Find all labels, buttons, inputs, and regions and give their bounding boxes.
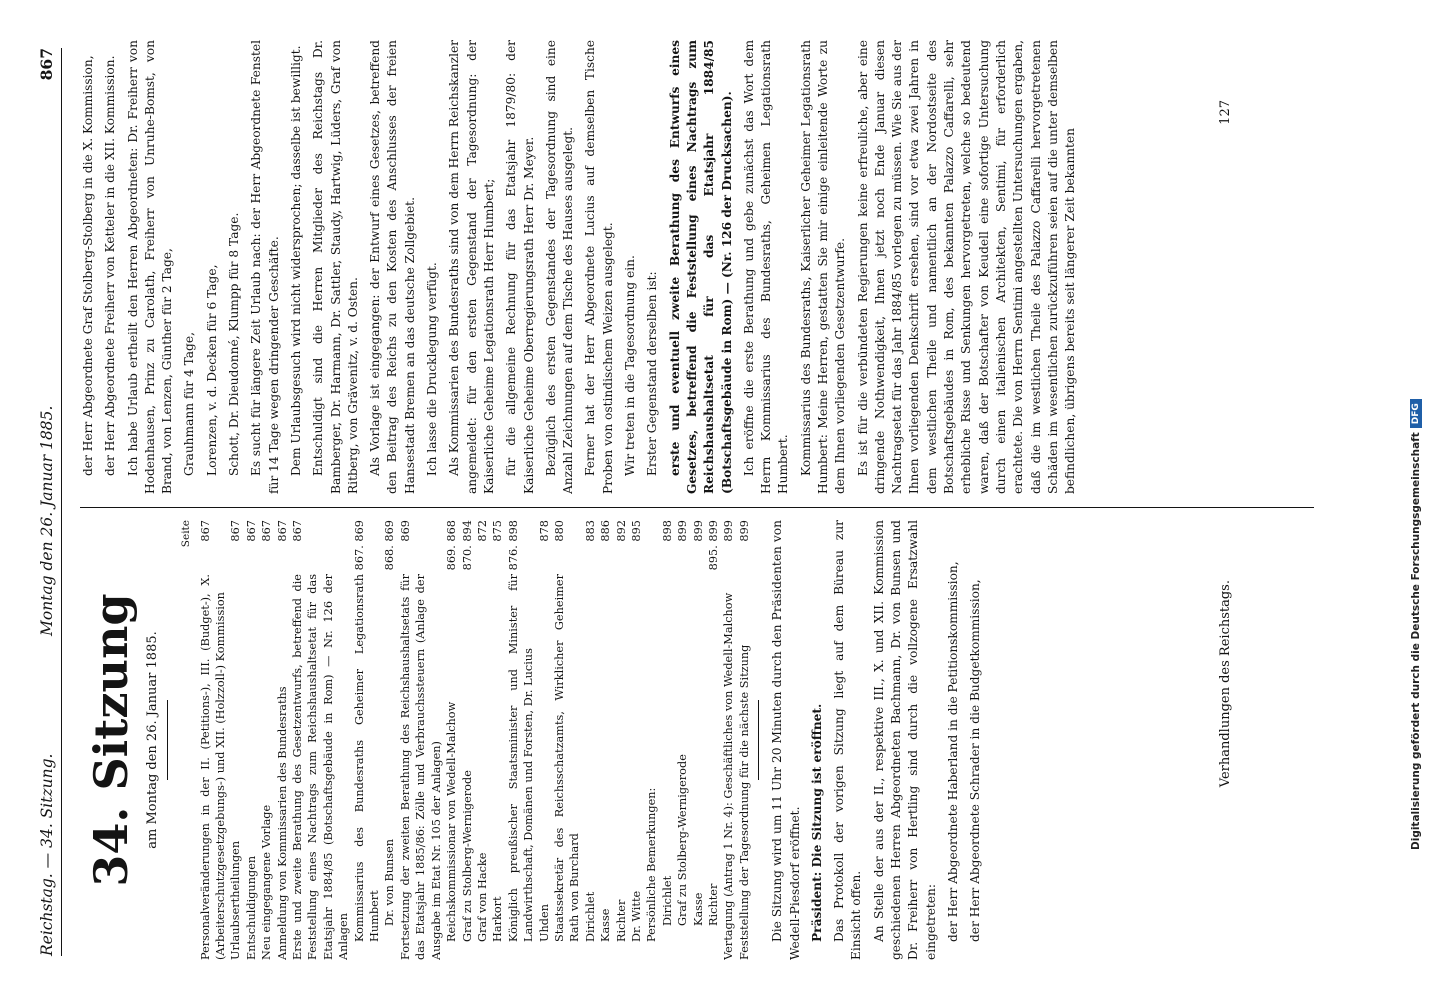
title-rule <box>167 700 168 780</box>
toc-entry-text: Graf zu Stolberg-Wernigerode <box>460 770 474 942</box>
toc-row <box>691 520 706 960</box>
toc-entry-page: 895 <box>629 520 643 542</box>
paragraph: Lorenzen, v. d. Decken für 6 Tage, <box>204 264 219 476</box>
toc-row <box>614 520 629 960</box>
toc-entry-text: Richter <box>707 883 720 926</box>
toc-row <box>475 520 490 960</box>
paragraph: Ich habe Urlaub ertheilt den Herren Abgeordneten: Dr. Freiherr von Hodenhausen, Prinz zu Carolath, Freiherr von Unruhe-Bomst, von Brand, von Lenzen, Günther für 2 Tage, <box>125 40 175 494</box>
toc-entry-page: 867 <box>198 520 212 542</box>
toc-entry-page: 898 <box>660 520 674 542</box>
toc-row <box>352 520 383 960</box>
toc-entry-page: 899 <box>676 520 690 542</box>
digitization-note <box>1404 50 1428 850</box>
toc-entry-text: Erste und zweite Berathung des Gesetzentwurfs, betreffend die Feststellung eines Nachtrags zum Reichshaushaltsetat für das Etatsjahr 1884/85 (Botschaftsgebäude in Rom) — Nr. 126 der Anlagen <box>291 574 351 960</box>
toc-end-rule <box>758 700 759 780</box>
toc-seite-label: Seite <box>180 520 193 548</box>
session-date: am Montag den 26. Januar 1885. <box>145 631 160 849</box>
paragraph: Das Protokoll der vorigen Sitzung liegt auf dem Büreau zur Einsicht offen. <box>832 520 864 960</box>
toc-row <box>675 520 690 960</box>
toc-row <box>644 520 659 960</box>
toc-entry-page: 876. 898 <box>506 520 520 571</box>
left-body-text <box>769 520 984 960</box>
paragraph: Dem Urlaubsgesuch wird nicht widersprochen; dasselbe ist bewilligt. <box>288 45 303 476</box>
toc-entry-page: 869 <box>398 520 412 542</box>
toc-entry-text: Reichskommissionar von Wedell-Malchow <box>445 701 459 942</box>
paragraph: Als Kommissarien des Bundesraths sind von dem Herrn Reichskanzler angemeldet: für den ersten Gegenstand der Tagesordnung: der Kaiserliche Geheime Legationsrath Herr Humbert; <box>447 40 496 494</box>
toc-entry-text: Persönliche Bemerkungen: <box>645 787 659 942</box>
toc-entry-text: Dirichlet <box>660 875 674 926</box>
right-body-text <box>80 40 1079 494</box>
toc-entry-text: Graf von Hacke <box>475 852 489 942</box>
paragraph: für die allgemeine Rechnung für das Etatsjahr 1879/80: der Kaiserliche Geheime Oberregierungsrath Herr Dr. Meyer. <box>504 40 536 494</box>
toc-entry-text: Dr. von Bunsen <box>383 838 397 926</box>
toc-entry-text: Uhden <box>537 904 551 942</box>
paragraph: Grauhmann für 4 Tage, <box>182 332 197 476</box>
toc-entry-page: 867 <box>260 520 274 542</box>
toc-entry-page: 886 <box>599 520 613 542</box>
toc-entry-page: 878 <box>537 520 551 542</box>
paragraph: Ich eröffne die erste Berathung und gebe zunächst das Wort dem Herrn Kommissarius des Bundesraths, Geheimen Legationsrath Humbert. <box>741 40 791 494</box>
toc-entry-page: 892 <box>614 520 628 542</box>
column-divider <box>80 507 1314 508</box>
toc-entry-page: 883 <box>583 520 597 542</box>
toc-row <box>506 520 537 960</box>
toc-entry-page: 867 <box>244 520 258 542</box>
running-head-left: Reichstag. — 34. Sitzung. <box>38 753 56 956</box>
toc-entry-page: 867. 869 <box>352 520 366 571</box>
left-footer: Verhandlungen des Reichstags. <box>1217 580 1233 788</box>
paragraph: Entschuldigt sind die Herren Mitglieder des Reichstags Dr. Bamberger, Dr. Harmann, Dr. Sattler, Staudy, Hartwig, Lüders, Graf von Ritberg, von Grävenitz, v. d. Osten. <box>311 40 360 494</box>
toc-entry-page: 867 <box>229 520 243 542</box>
right-column <box>80 40 1314 494</box>
toc-entry-text: Kasse <box>599 908 613 942</box>
toc-row <box>537 520 552 960</box>
toc-row <box>629 520 644 960</box>
paragraph: der Herr Abgeordnete Schrader in die Budgetkommission, <box>968 579 983 942</box>
paragraph: Es ist für die verbündeten Regierungen keine erfreuliche, aber eine dringende Nothwendigkeit, Ihnen jetzt noch Ende Januar diesen Nachtragsetat für das Jahr 1884/85 vorlegen zu müssen. Wie Sie aus der Ihnen vorliegenden Denkschrift ersehen, sind vor etwa zwei Jahren in dem westlichen Theile und namentlich an der Nordostseite des Botschaftsgebäudes in Rom, des bekannten Palazzo Caffarelli, sehr erhebliche Risse und Senkungen hervorgetreten, welche so bedeutend waren, daß der Botschafter von Keudell eine sofortige Untersuchung durch einen italienischen Architekten, Sentimi, für erforderlich erachtete. Die von Herrn Sentimi angestellten Untersuchungen ergaben, daß die im westlichen Theile des Palazzo Caffarelli hervorgetretenen Schäden im wesentlichen zurückzuführen seien auf die unter demselben befindlichen, übrigens bereits seit längerer Zeit bekannten <box>855 40 1078 494</box>
paragraph: Ich lasse die Drucklegung verfügt. <box>425 262 440 476</box>
toc-row <box>706 520 721 960</box>
paragraph: Schott, Dr. Dieudonné, Klumpp für 8 Tage. <box>227 212 242 476</box>
toc-entry-text: Dr. Witte <box>629 890 643 942</box>
toc-row <box>398 520 444 960</box>
toc-entry-text: Staatssekretär des Reichsschatzamts, Wirklicher Geheimer Rath von Burchard <box>552 574 582 942</box>
toc-row <box>382 520 397 960</box>
paragraph: der Herr Abgeordnete Freiherr von Ketteler in die XII. Kommission. <box>103 55 118 476</box>
toc-row <box>244 520 259 960</box>
toc-entry-page: 872 <box>475 520 489 542</box>
paragraph: Wir treten in die Tagesordnung ein. <box>623 255 638 476</box>
toc-row <box>490 520 505 960</box>
toc-entry-page: 899 <box>722 520 736 542</box>
toc-row <box>290 520 352 960</box>
session-title: 34. Sitzung <box>84 593 138 887</box>
toc-row <box>228 520 243 960</box>
toc-row <box>660 520 675 960</box>
digitization-text: Digitalisierung gefördert durch die Deutsche Forschungsgemeinschaft <box>1410 432 1422 850</box>
toc-entry-text: Personalveränderungen in der II. (Petitions-), III. (Budget-), X. (Arbeiterschutzgesetzgebungs-) und XII. (Holzzoll-) Kommission <box>198 574 227 960</box>
toc-entry-text: Fortsetzung der zweiten Berathung des Reichshaushaltsetats für das Etatsjahr 1885/86: Zölle und Verbrauchssteuern (Anlage der Ausgabe im Etat Nr. 105 der Anlagen) <box>398 574 443 960</box>
toc-row <box>444 520 459 960</box>
toc-entry-page: 899 <box>737 520 751 542</box>
dfg-logo: DFG <box>1410 399 1422 428</box>
toc-entry-page: 867 <box>275 520 289 542</box>
toc-entry-page: 880 <box>552 520 566 542</box>
toc-entry-page: 869. 868 <box>445 520 459 571</box>
paragraph: Bezüglich des ersten Gegenstandes der Tagesordnung sind eine Anzahl Zeichnungen auf dem Tische des Hauses ausgelegt. <box>543 40 576 494</box>
right-footer-signature: 127 <box>1217 100 1233 125</box>
paragraph: Es sucht für längere Zeit Urlaub nach: der Herr Abgeordnete Fenstel für 14 Tage wegen dringender Geschäfte. <box>249 40 281 494</box>
paragraph: Erster Gegenstand derselben ist: <box>645 271 660 476</box>
toc-entry-page: 867 <box>291 520 305 542</box>
toc-row <box>198 520 229 960</box>
left-column <box>80 520 1314 960</box>
toc-entry-page <box>644 520 659 574</box>
toc-row <box>598 520 613 960</box>
toc-entry-page: 895. 899 <box>707 520 720 571</box>
toc-entry-page: 899 <box>691 520 705 542</box>
toc-row <box>721 520 736 960</box>
toc-entry-text: Entschuldigungen <box>244 855 258 960</box>
paragraph: Kommissarius des Bundesraths, Kaiserlicher Geheimer Legationsrath Humbert: Meine Herren, gestatten Sie mir einige einleitende Worte zu dem Ihnen vorliegenden Gesetzentwurfe. <box>798 40 848 494</box>
toc-entry-text: Kasse <box>691 892 705 926</box>
paragraph: der Herr Abgeordnete Graf Stolberg-Stolberg in die X. Kommission, <box>81 55 95 476</box>
toc-entry-text: Feststellung der Tagesordnung für die nächste Sitzung <box>737 644 751 960</box>
paragraph: Präsident: Die Sitzung ist eröffnet. <box>809 703 824 942</box>
toc-entry-text: Neu eingegangene Vorlage <box>260 804 274 960</box>
paragraph: erste und eventuell zweite Berathung des Entwurfs eines Gesetzes, betreffend die Feststellung eines Nachtrags zum Reichshaushaltsetat für das Etatsjahr 1884/85 (Botschaftsgebäude in Rom) — (Nr. 126 der Drucksachen). <box>667 40 734 494</box>
toc-entry-text: Anmeldung von Kommissarien des Bundesraths <box>275 686 289 960</box>
toc-row <box>737 520 752 960</box>
toc-entry-text: Urlaubsertheilungen <box>229 840 243 960</box>
running-head-center: Montag den 26. Januar 1885. <box>38 405 56 636</box>
toc-row <box>275 520 290 960</box>
toc-entry-text: Graf zu Stolberg-Wernigerode <box>676 754 690 926</box>
page-number: 867 <box>37 48 56 81</box>
toc-entry-text: Harkort <box>491 896 505 942</box>
toc-row <box>583 520 598 960</box>
header-rule <box>61 48 62 956</box>
paragraph: der Herr Abgeordnete Haberland in die Petitionskommission, <box>945 561 960 942</box>
paragraph: An Stelle der aus der II., respektive III., X. und XII. Kommission geschiedenen Herren Abgeordneten Bachmann, Dr. von Bunsen und Dr. Freiherr von Hertling sind durch die vollzogene Ersatzwahl eingetreten: <box>871 520 938 960</box>
paragraph: Als Vorlage ist eingegangen: der Entwurf eines Gesetzes, betreffend den Beitrag des Reichs zu den Kosten des Anschlusses der freien Hansestadt Bremen an das deutsche Zollgebiet. <box>368 40 417 494</box>
toc-entry-page: 870. 894 <box>460 520 474 571</box>
running-head <box>22 48 62 956</box>
toc-entry-page: 868. 869 <box>383 520 397 571</box>
toc-entry-text: Dirichlet <box>583 891 597 942</box>
toc-row <box>552 520 583 960</box>
toc-entry-text: Vertagung (Antrag 1 Nr. 4): Geschäftliches von Wedell-Malchow <box>722 592 736 960</box>
table-of-contents <box>198 520 753 960</box>
toc-entry-page: 875 <box>491 520 505 542</box>
toc-row <box>460 520 475 960</box>
toc-entry-text: Kommissarius des Bundesraths Geheimer Legationsrath Humbert <box>352 574 382 942</box>
paragraph: Die Sitzung wird um 11 Uhr 20 Minuten durch den Präsidenten von Wedell-Piesdorf eröffnet. <box>770 520 802 960</box>
toc-entry-text: Königlich preußischer Staatsminister und Minister für Landwirthschaft, Domänen und Forsten, Dr. Lucius <box>506 574 536 942</box>
toc-entry-text: Richter <box>614 899 628 942</box>
toc-row <box>259 520 274 960</box>
paragraph: Ferner hat der Herr Abgeordnete Lucius auf demselben Tische Proben von ostindischem Weizen ausgelegt. <box>583 40 615 494</box>
